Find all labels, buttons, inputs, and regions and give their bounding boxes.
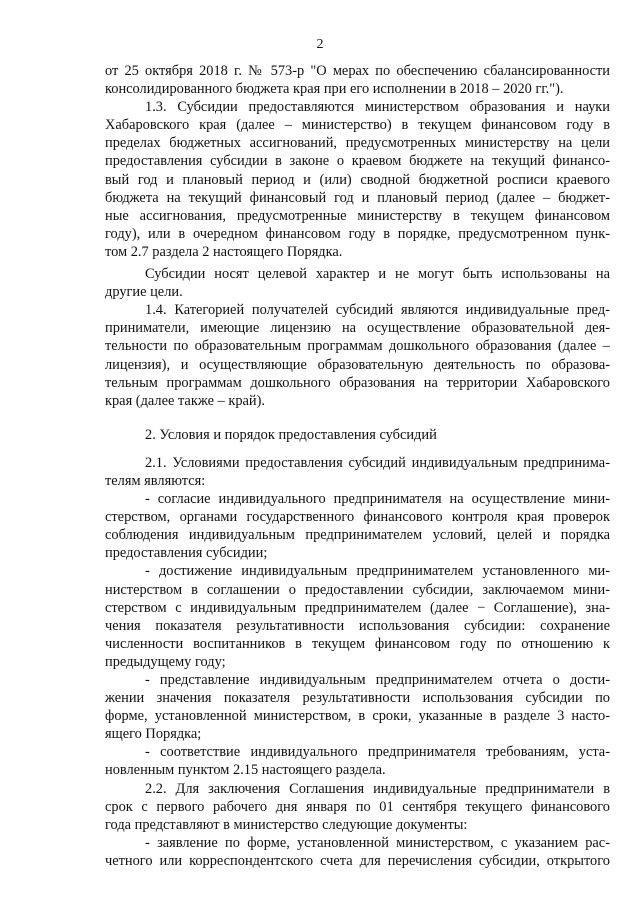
text-line: срок с первого рабочего дня января по 01 сентября текущего финансового xyxy=(105,798,610,815)
text-line: другие цели. xyxy=(105,284,183,301)
text-line: 2.1. Условиями предоставления субсидий индивидуальным предпринима- xyxy=(145,454,610,471)
text-line: жении значения показателя результативности использования субсидии по xyxy=(105,690,610,707)
section-heading: 2. Условия и порядок предоставления субсидий xyxy=(145,426,437,443)
text-line: - заявление по форме, установленной министерством, с указанием рас- xyxy=(145,834,610,851)
text-line: предоставления субсидии; xyxy=(105,545,268,562)
text-line: края (далее также – край). xyxy=(105,392,266,409)
text-line: бюджета на текущий финансовый год и плановый период (далее – бюджет- xyxy=(105,189,610,206)
text-line: чения показателя результативности использования субсидии: сохранение xyxy=(105,617,610,634)
text-line: нистерством в соглашении о предоставлении субсидии, заключаемом мини- xyxy=(105,581,610,598)
text-line: - представление индивидуальным предпринимателем отчета о дости- xyxy=(145,672,610,688)
list-item-consent xyxy=(105,490,610,562)
paragraph-order-reference xyxy=(105,62,610,98)
text-line: тельности по образовательным программам дошкольного образования (далее – xyxy=(105,338,610,355)
text-line: ящего Порядка; xyxy=(105,726,202,743)
paragraph-2-1 xyxy=(105,454,610,490)
text-line: пределах бюджетных ассигнований, предусмотренных министерству на цели xyxy=(105,135,610,152)
text-line: том 2.7 раздела 2 настоящего Порядка. xyxy=(105,243,343,260)
text-line: предыдущему году; xyxy=(105,653,226,670)
text-line: форме, установленной министерством, в сроки, указанные в разделе 3 насто- xyxy=(105,708,610,725)
paragraph-2-2 xyxy=(105,780,610,834)
text-line: 1.4. Категорией получателей субсидий являются индивидуальные пред- xyxy=(145,302,610,319)
paragraph-1-4 xyxy=(105,301,610,410)
paragraph-target-purpose xyxy=(105,265,610,301)
text-line: предоставления субсидии в законе о краевом бюджете на текущий финансо- xyxy=(105,153,610,170)
list-item-compliance xyxy=(105,743,610,779)
text-line: 2.2. Для заключения Соглашения индивидуальные предприниматели в xyxy=(145,780,610,797)
text-line: 1.3. Субсидии предоставляются министерством образования и науки xyxy=(145,99,610,116)
text-line: от 25 октября 2018 г. № 573-р "О мерах по обеспечению сбалансированности xyxy=(105,63,610,79)
document-body xyxy=(105,62,610,870)
text-line: вый год и плановый период и (или) сводной бюджетной росписи краевого xyxy=(105,171,610,188)
text-line: Субсидии носят целевой характер и не могут быть использованы на xyxy=(145,266,610,283)
list-item-application xyxy=(105,834,610,870)
text-line: стерством с индивидуальным предпринимателем (далее − Соглашение), зна- xyxy=(105,599,610,616)
text-line: Хабаровского края (далее – министерство) в текущем финансовом году в xyxy=(105,117,610,134)
text-line: телям являются: xyxy=(105,472,206,489)
text-line: - достижение индивидуальным предпринимателем установленного ми- xyxy=(145,563,610,580)
list-item-achievement xyxy=(105,562,610,671)
text-line: лицензия), и осуществляющие образовательную деятельность по образова- xyxy=(105,356,610,373)
text-line: соблюдения индивидуальным предпринимателем условий, целей и порядка xyxy=(105,527,610,544)
text-line: стерством, органами государственного финансового контроля края проверок xyxy=(105,509,610,526)
paragraph-1-3 xyxy=(105,98,610,261)
text-line: тельным программам дошкольного образования на территории Хабаровского xyxy=(105,374,610,391)
text-line: приниматели, имеющие лицензию на осуществление образовательной дея- xyxy=(105,320,610,337)
page-number: 2 xyxy=(316,37,324,52)
list-item-report xyxy=(105,671,610,743)
text-line: - согласие индивидуального предпринимателя на осуществление мини- xyxy=(145,491,610,508)
text-line: ные ассигнования, предусмотренные министерству в текущем финансовом xyxy=(105,207,610,224)
text-line: году), или в очередном финансовом году в порядке, предусмотренном пунк- xyxy=(105,225,610,242)
text-line: - соответствие индивидуального предпринимателя требованиям, уста- xyxy=(145,744,610,761)
text-line: новленным пунктом 2.15 настоящего раздела. xyxy=(105,762,386,779)
text-line: численности воспитанников в текущем финансовом году по отношению к xyxy=(105,635,610,652)
text-line: консолидированного бюджета края при его исполнении в 2018 – 2020 гг."). xyxy=(105,81,564,98)
text-line: четного или корреспондентского счета для перечисления субсидии, открытого xyxy=(105,852,610,869)
text-line: года представляют в министерство следующие документы: xyxy=(105,816,468,833)
